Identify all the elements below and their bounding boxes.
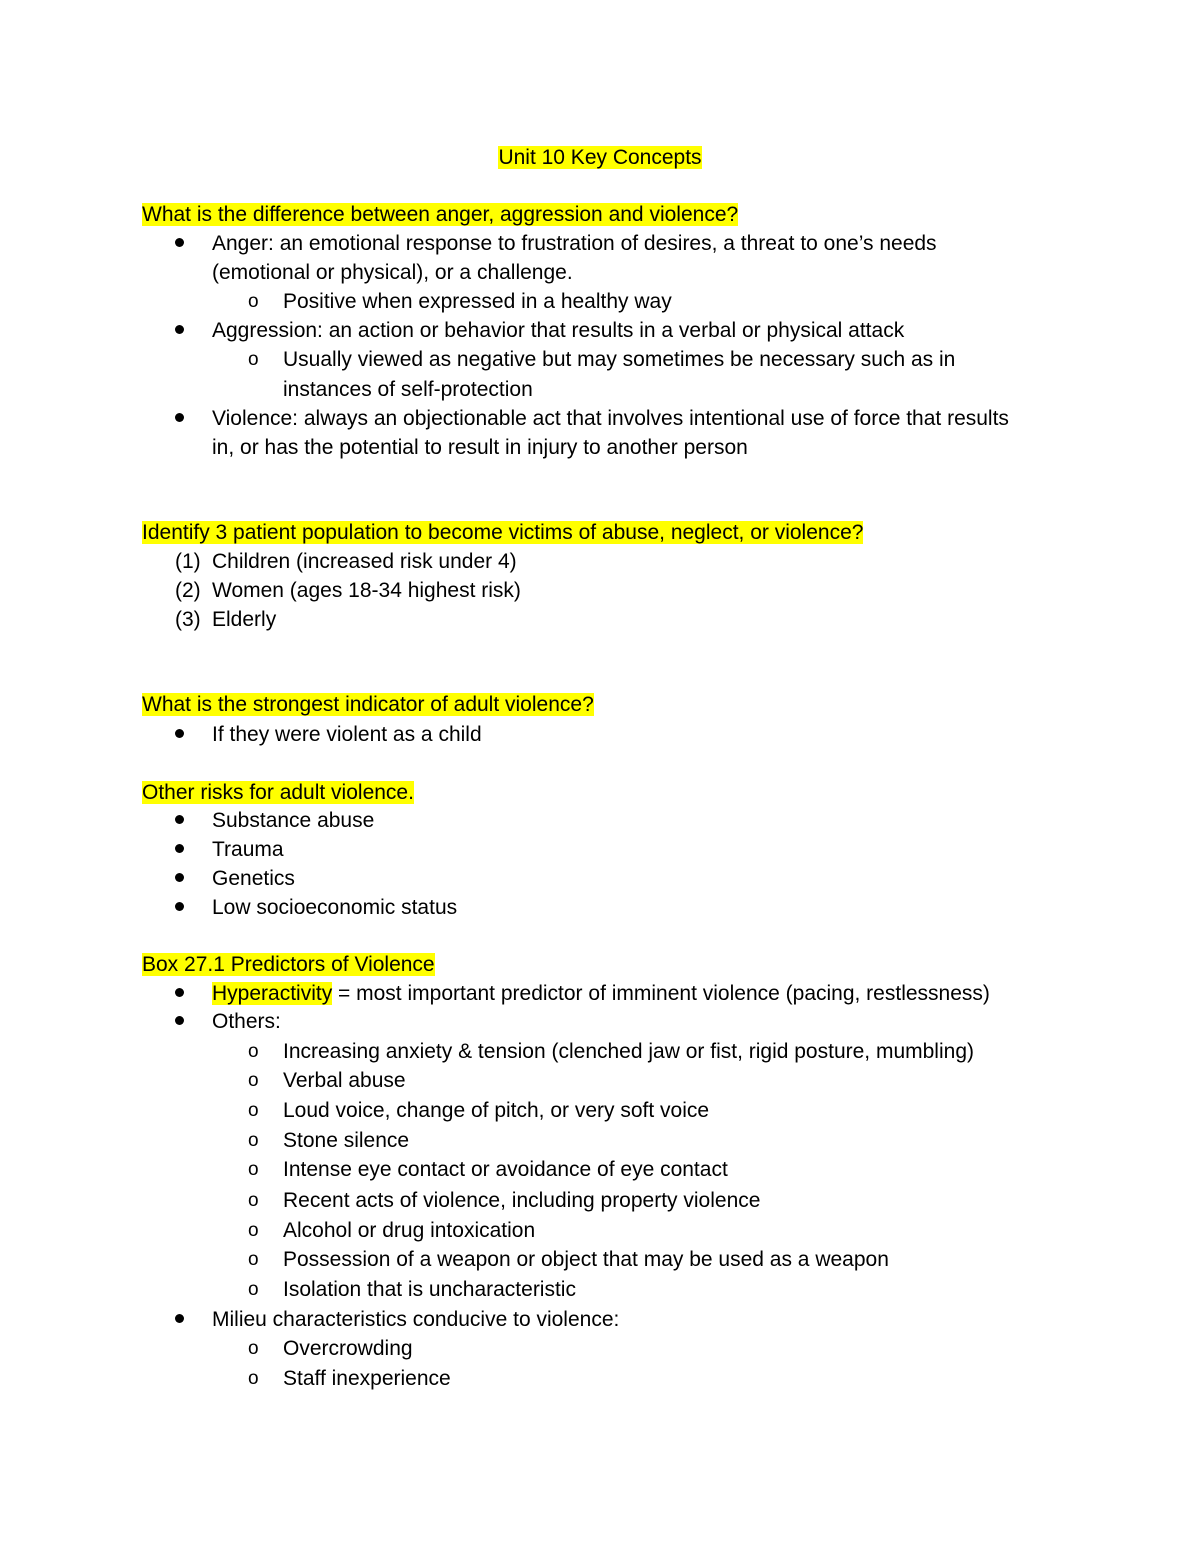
list-item: Recent acts of violence, including property violence <box>283 1189 761 1212</box>
list-item: Women (ages 18-34 highest risk) <box>212 579 521 602</box>
milieu-label: Milieu characteristics conducive to violence: <box>212 1308 620 1331</box>
anger-line2: (emotional or physical), or a challenge. <box>212 261 573 284</box>
page-title-text: Unit 10 Key Concepts <box>498 146 702 169</box>
section2-heading-text: Identify 3 patient population to become victims of abuse, neglect, or violence? <box>142 521 864 544</box>
section1-heading-text: What is the difference between anger, aggression and violence? <box>142 203 739 226</box>
sub-bullet-icon: o <box>248 349 259 370</box>
section3-heading-text: What is the strongest indicator of adult violence? <box>142 693 594 716</box>
anger-line1: Anger: an emotional response to frustration of desires, a threat to one’s needs <box>212 232 937 255</box>
list-item: Increasing anxiety & tension (clenched jaw or fist, rigid posture, mumbling) <box>283 1040 974 1063</box>
bullet-icon <box>175 1016 184 1025</box>
hyperactivity-line <box>212 979 990 1008</box>
aggression-line: Aggression: an action or behavior that results in a verbal or physical attack <box>212 319 905 342</box>
sub-bullet-icon: o <box>248 1368 259 1389</box>
others-label: Others: <box>212 1010 281 1033</box>
hyperactivity-term: Hyperactivity <box>212 982 333 1005</box>
list-number: (3) <box>175 608 201 631</box>
list-item: Loud voice, change of pitch, or very soft voice <box>283 1099 710 1122</box>
list-item: Stone silence <box>283 1129 410 1152</box>
list-item: Staff inexperience <box>283 1367 451 1390</box>
sub-bullet-icon: o <box>248 1130 259 1151</box>
violence-line2: in, or has the potential to result in injury to another person <box>212 436 748 459</box>
section4-heading-text: Other risks for adult violence. <box>142 781 414 804</box>
aggression-sub-line2: instances of self-protection <box>283 378 533 401</box>
page-title <box>0 143 1200 172</box>
section1-heading <box>142 200 738 229</box>
section5-heading-text: Box 27.1 Predictors of Violence <box>142 953 435 976</box>
list-item: Substance abuse <box>212 809 375 832</box>
sub-bullet-icon: o <box>248 1338 259 1359</box>
list-item: Possession of a weapon or object that may be used as a weapon <box>283 1248 889 1271</box>
list-item: Alcohol or drug intoxication <box>283 1219 536 1242</box>
list-number: (2) <box>175 579 201 602</box>
section2-heading <box>142 518 863 547</box>
list-item: If they were violent as a child <box>212 723 482 746</box>
list-item: Elderly <box>212 608 277 631</box>
section3-heading <box>142 690 594 719</box>
bullet-icon <box>175 902 184 911</box>
bullet-icon <box>175 815 184 824</box>
sub-bullet-icon: o <box>248 1220 259 1241</box>
bullet-icon <box>175 844 184 853</box>
hyperactivity-desc: = most important predictor of imminent violence (pacing, restlessness) <box>332 982 990 1005</box>
bullet-icon <box>175 238 184 247</box>
list-item: Verbal abuse <box>283 1069 406 1092</box>
sub-bullet-icon: o <box>248 1041 259 1062</box>
list-number: (1) <box>175 550 201 573</box>
sub-bullet-icon: o <box>248 1100 259 1121</box>
violence-line1: Violence: always an objectionable act that involves intentional use of force that results <box>212 407 1009 430</box>
list-item: Genetics <box>212 867 295 890</box>
bullet-icon <box>175 413 184 422</box>
bullet-icon <box>175 988 184 997</box>
sub-bullet-icon: o <box>248 1070 259 1091</box>
sub-bullet-icon: o <box>248 1159 259 1180</box>
bullet-icon <box>175 1314 184 1323</box>
anger-sub: Positive when expressed in a healthy way <box>283 290 672 313</box>
sub-bullet-icon: o <box>248 1190 259 1211</box>
list-item: Low socioeconomic status <box>212 896 458 919</box>
list-item: Overcrowding <box>283 1337 413 1360</box>
section4-heading <box>142 778 414 807</box>
list-item: Trauma <box>212 838 284 861</box>
sub-bullet-icon: o <box>248 291 259 312</box>
bullet-icon <box>175 873 184 882</box>
list-item: Isolation that is uncharacteristic <box>283 1278 576 1301</box>
aggression-sub-line1: Usually viewed as negative but may sometimes be necessary such as in <box>283 348 956 371</box>
sub-bullet-icon: o <box>248 1279 259 1300</box>
section5-heading <box>142 950 435 979</box>
bullet-icon <box>175 729 184 738</box>
sub-bullet-icon: o <box>248 1249 259 1270</box>
bullet-icon <box>175 325 184 334</box>
list-item: Children (increased risk under 4) <box>212 550 517 573</box>
list-item: Intense eye contact or avoidance of eye contact <box>283 1158 728 1181</box>
